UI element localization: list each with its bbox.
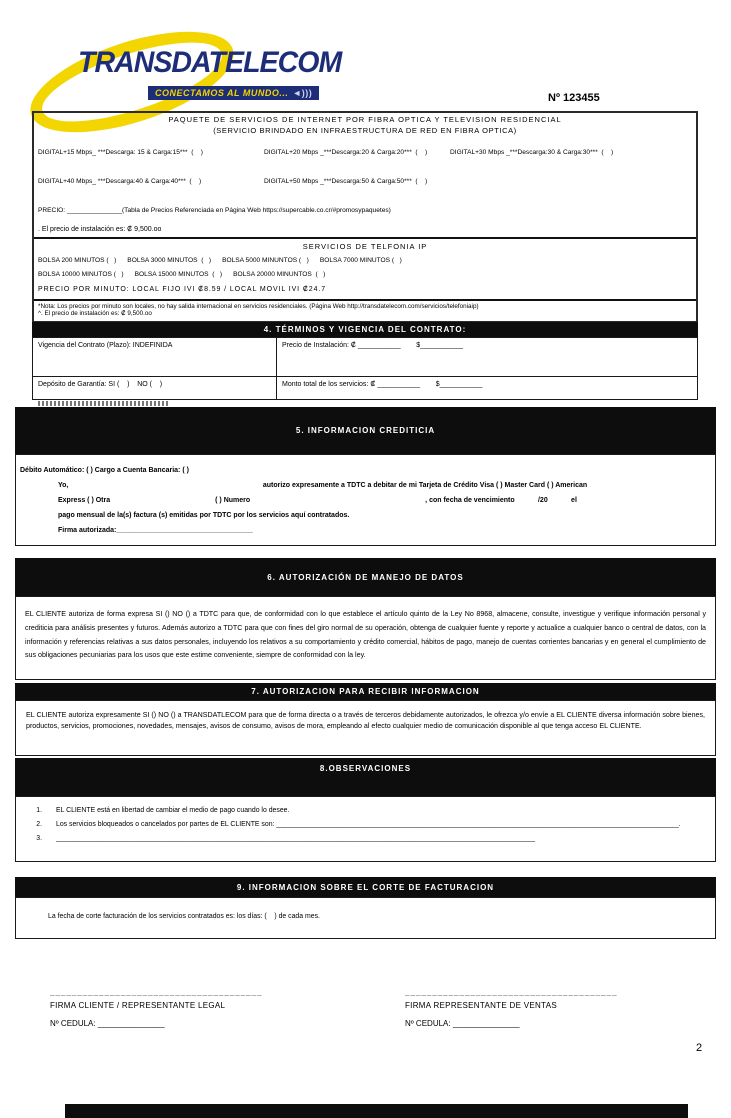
client-cedula-field: Nº CEDULA: _______________ — [50, 1019, 165, 1028]
internet-section-title-line1: PAQUETE DE SERVICIOS DE INTERNET POR FIBRA OPTICA Y TELEVISION RESIDENCIAL — [168, 115, 562, 124]
section5-header-bar: 5. INFORMACION CREDITICIA — [15, 407, 716, 454]
logo-brand-text: TRANSDATELECOM — [78, 46, 342, 79]
credit-line-authorized-signature: Firma autorizada:___________________________________ — [58, 527, 253, 534]
observation-number: 2. — [36, 821, 42, 828]
minute-bundles-row2 — [34, 266, 696, 280]
bolsa-200: BOLSA 200 MINUTOS ( ) — [38, 257, 117, 264]
internet-plans-row1 — [34, 149, 696, 156]
contract-validity-cell: Vigencia del Contrato (Plazo): INDEFINIDA — [33, 338, 277, 377]
document-number: Nº 123455 — [548, 92, 600, 104]
plan-digital-30: DIGITAL+30 Mbps _***Descarga:30 & Carga:30*** ( ) — [450, 149, 614, 156]
section6-header-bar: 6. AUTORIZACIÓN DE MANEJO DE DATOS — [15, 558, 716, 596]
illegible-text-fragment — [38, 401, 170, 406]
observation-item — [16, 832, 715, 846]
page-number: 2 — [696, 1042, 703, 1054]
telephony-section-title: SERVICIOS DE TELFONIA IP — [302, 242, 428, 251]
credit-line-debit: Débito Automático: ( ) Cargo a Cuenta Bancaria: ( ) — [20, 467, 189, 474]
internet-tv-services-box — [32, 111, 698, 323]
company-logo — [26, 34, 356, 110]
observation-text: Los servicios bloqueados o cancelados por partes de EL CLIENTE son: _________________________________________________________________________________________________________. — [56, 821, 681, 828]
observation-item — [16, 818, 715, 832]
bolsa-3000: BOLSA 3000 MINUTOS ( ) — [127, 257, 212, 264]
bolsa-10000: BOLSA 10000 MINUTOS ( ) — [38, 271, 124, 278]
internet-plans-row2 — [34, 178, 696, 185]
speaker-icon: ◄))) — [292, 88, 313, 98]
client-signature-label: FIRMA CLIENTE / REPRESENTANTE LEGAL — [50, 1001, 226, 1010]
bolsa-5000: BOLSA 5000 MINUNTOS ( ) — [222, 257, 309, 264]
info-authorization-text: EL CLIENTE autoriza expresamente SI () NO () a TRANSDATLECOM para que de forma directa o a través de terceros debidamente autorizados, le ofrezca y/o envíe a EL CLIENTE diversa información sobre bienes, productos, servicios, promociones, novedades, mensajes, avisos de consumo, avisos de mora, empleando al efecto cualquier medio de comunicación disponible al que tenga acceso EL CLIENTE. — [26, 711, 705, 730]
observations-box — [15, 796, 716, 862]
installation-price-cell: Precio de Instalación: ₡ ___________ $___________ — [277, 338, 698, 377]
credit-line-card-details: Express ( ) Otra ( ) Numero , con fecha de vencimiento /20 el — [58, 497, 577, 504]
sales-rep-signature-label: FIRMA REPRESENTANTE DE VENTAS — [405, 1001, 557, 1010]
credit-info-box — [15, 454, 716, 546]
client-signature-line: _______________________________________ — [50, 988, 263, 997]
plan-digital-50: DIGITAL+50 Mbps _***Descarga:50 & Carga:50*** ( ) — [264, 178, 428, 185]
observation-number: 3. — [36, 835, 42, 842]
observation-number: 1. — [36, 807, 42, 814]
price-per-minute-line: PRECIO POR MINUTO: LOCAL FIJO IVI ₡8.59 / LOCAL MOVIL IVI ₡24.7 — [38, 286, 327, 293]
plan-digital-40: DIGITAL+40 Mbps_ ***Descarga:40 & Carga:40*** ( ) — [38, 178, 202, 185]
telephony-note1: *Nota: Los precios por minuto son locales, no hay salida internacional en servicios residenciales. (Página Web http://transdatelecom.com/servicios/telefoniaip) — [38, 303, 479, 310]
billing-cutoff-text: La fecha de corte facturación de los servicios contratados es: los días: ( ) de cada mes. — [48, 913, 320, 920]
section9-header-bar: 9. INFORMACION SOBRE EL CORTE DE FACTURACION — [15, 877, 716, 897]
logo-tagline — [148, 86, 319, 100]
price-line: PRECIO: _______________(Tabla de Precios Referenciada en Página Web https://supercable.co.cr/#promosypaquetes) — [38, 207, 391, 214]
minute-bundles-row1 — [34, 252, 696, 266]
guarantee-deposit-cell: Depósito de Garantía: SI ( ) NO ( ) — [33, 377, 277, 400]
billing-cutoff-box — [15, 897, 716, 939]
bolsa-7000: BOLSA 7000 MINUTOS ( ) — [319, 257, 402, 264]
footer-section-bar — [65, 1104, 688, 1118]
section4-header-bar: 4. TÉRMINOS Y VIGENCIA DEL CONTRATO: — [32, 322, 698, 337]
installation-price-line: . El precio de instalación es: ₡ 9,500.oo — [34, 226, 696, 239]
credit-line-authorization: Yo, autorizo expresamente a TDTC a debitar de mi Tarjeta de Crédito Visa ( ) Master Card ( ) American — [58, 482, 588, 489]
sales-rep-cedula-field: Nº CEDULA: _______________ — [405, 1019, 520, 1028]
credit-line-monthly-payment: pago mensual de la(s) factura (s) emitidas por TDTC por los servicios aquí contratados. — [58, 512, 350, 519]
sales-rep-signature-block — [405, 988, 705, 1028]
sales-rep-signature-line: _______________________________________ — [405, 988, 618, 997]
plan-digital-20: DIGITAL+20 Mbps _***Descarga:20 & Carga:20*** ( ) — [264, 149, 428, 156]
observation-item — [16, 804, 715, 818]
observation-text: EL CLIENTE está en libertad de cambiar el medio de pago cuando lo desee. — [56, 807, 290, 814]
internet-section-title-line2: (SERVICIO BRINDADO EN INFRAESTRUCTURA DE RED EN FIBRA OPTICA) — [213, 126, 517, 135]
terms-table — [32, 337, 698, 400]
services-total-cell: Monto total de los servicios: ₡ ___________ $___________ — [277, 377, 698, 400]
logo-tagline-text: CONECTAMOS AL MUNDO... — [155, 88, 289, 98]
section7-header-bar: 7. AUTORIZACION PARA RECIBIR INFORMACION — [15, 683, 716, 700]
telephony-note2: ^. El precio de instalación es: ₡ 9,500.oo — [38, 310, 152, 317]
observation-text: _____________________________________________________________________________________________________________________________ — [56, 835, 536, 842]
bolsa-15000: BOLSA 15000 MINUTOS ( ) — [134, 271, 223, 278]
info-authorization-box — [15, 700, 716, 756]
data-authorization-box — [15, 596, 716, 680]
client-signature-block — [50, 988, 350, 1028]
plan-digital-15: DIGITAL+15 Mbps_ ***Descarga: 15 & Carga:15*** ( ) — [38, 149, 203, 156]
data-authorization-text: EL CLIENTE autoriza de forma expresa SI () NO () a TDTC para que, de conformidad con lo que establece el artículo quinto de la Ley No 8968, almacene, consulte, investigue y verifique información personal y crediticia para análisis presentes y futuros. Además autorizo a TDTC para que con fines del giro normal de su operación, obtenga de cualquier fuente y reporte y actualice a cualquier banco o central de datos, con la información y referencias relativas a sus datos personales, incluyendo los relativos a su comportamiento y crédito comercial, hábitos de pago, manejo de cuentas corrientes bancarias y en general el cumplimiento de sus obligaciones pecuniarias para los usos que este estime conveniente, siempre de conformidad con la ley. — [25, 610, 706, 660]
bolsa-20000: BOLSA 20000 MINUNTOS ( ) — [233, 271, 326, 278]
section8-header-bar: 8.OBSERVACIONES — [15, 758, 716, 796]
